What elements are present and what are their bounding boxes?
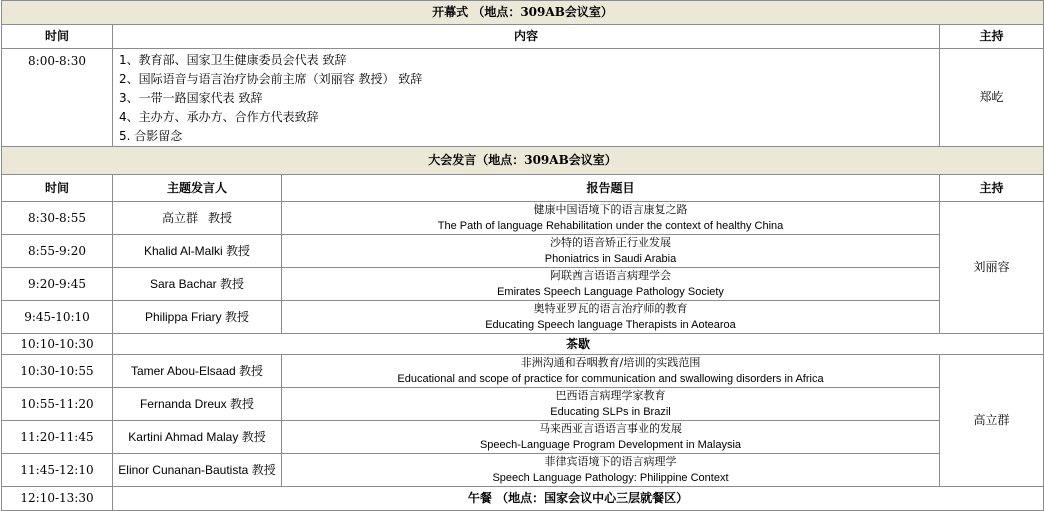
speaker-title: 教授 [239, 363, 264, 378]
session2-host: 高立群 [940, 355, 1044, 487]
topic-en: Emirates Speech Language Pathology Society [497, 286, 724, 298]
talk-speaker [113, 235, 282, 268]
plenary-column-headers [2, 175, 1044, 202]
opening-time-header: 时间 [2, 25, 113, 49]
table-row [2, 301, 1044, 334]
topic-zh: 健康中国语境下的语言康复之路 [533, 203, 688, 216]
opening-title: 开幕式 （地点：309AB会议室） [2, 1, 1044, 25]
lunch-label: 午餐 （地点：国家会议中心三层就餐区） [113, 487, 1044, 511]
opening-item: 3、一带一路国家代表 致辞 [119, 91, 263, 105]
speaker-title: 教授 [226, 243, 251, 258]
talk-time: 10:30-10:55 [2, 355, 113, 388]
topic-en: The Path of language Rehabilitation under the context of healthy China [437, 220, 784, 232]
topic-en: Educational and scope of practice for communication and swallowing disorders in Africa [397, 373, 824, 385]
lunch-row [2, 487, 1044, 511]
talk-topic [282, 301, 940, 334]
opening-item: 1、教育部、国家卫生健康委员会代表 致辞 [119, 53, 347, 67]
plenary-host-header: 主持 [940, 175, 1044, 202]
opening-host: 郑屹 [940, 49, 1044, 147]
table-row [2, 268, 1044, 301]
opening-item: 2、国际语音与语言治疗协会前主席（刘丽容 教授） 致辞 [119, 72, 423, 86]
talk-time: 11:45-12:10 [2, 454, 113, 487]
talk-speaker [113, 301, 282, 334]
speaker-name: Sara Bachar [149, 276, 217, 291]
speaker-name: Tamer Abou-Elsaad [130, 363, 236, 378]
talk-time: 11:20-11:45 [2, 421, 113, 454]
opening-content [113, 49, 940, 147]
topic-zh: 非洲沟通和吞咽教育/培训的实践范围 [520, 356, 701, 369]
schedule-table [1, 0, 1044, 511]
topic-en: Educating SLPs in Brazil [550, 406, 671, 418]
topic-zh: 奥特亚罗瓦的语言治疗师的教育 [533, 302, 688, 315]
table-row [2, 388, 1044, 421]
table-row [2, 355, 1044, 388]
opening-item: 5. 合影留念 [119, 129, 183, 143]
plenary-title: 大会发言（地点：309AB会议室） [2, 147, 1044, 175]
speaker-title: 教授 [230, 396, 255, 411]
talk-speaker [113, 355, 282, 388]
opening-content-header: 内容 [113, 25, 940, 49]
opening-column-headers [2, 25, 1044, 49]
lunch-time: 12:10-13:30 [2, 487, 113, 511]
speaker-name: Khalid Al-Malki [143, 243, 223, 258]
speaker-name: 高立群 [161, 210, 198, 225]
talk-speaker [113, 388, 282, 421]
plenary-topic-header: 报告题目 [282, 175, 940, 202]
speaker-name: Philippa Friary [144, 309, 222, 324]
topic-en: Speech Language Pathology: Philippine Context [492, 472, 729, 484]
talk-topic [282, 454, 940, 487]
talk-topic [282, 268, 940, 301]
plenary-time-header: 时间 [2, 175, 113, 202]
opening-time: 8:00-8:30 [2, 49, 113, 147]
tea-break-row [2, 334, 1044, 355]
tea-break-label: 茶歇 [113, 334, 1044, 355]
table-row [2, 421, 1044, 454]
topic-en: Phoniatrics in Saudi Arabia [544, 253, 677, 265]
speaker-title: 教授 [208, 210, 233, 225]
opening-section-header [2, 1, 1044, 25]
talk-time: 9:45-10:10 [2, 301, 113, 334]
talk-topic [282, 235, 940, 268]
speaker-title: 教授 [241, 429, 266, 444]
speaker-title: 教授 [251, 462, 276, 477]
topic-zh: 菲律宾语境下的语言病理学 [544, 455, 677, 468]
talk-speaker [113, 202, 282, 235]
talk-speaker [113, 454, 282, 487]
talk-speaker [113, 268, 282, 301]
talk-time: 9:20-9:45 [2, 268, 113, 301]
session1-host: 刘丽容 [940, 202, 1044, 334]
topic-zh: 马来西亚言语语言事业的发展 [539, 422, 682, 435]
talk-topic [282, 202, 940, 235]
speaker-name: Fernanda Dreux [139, 396, 227, 411]
table-row [2, 202, 1044, 235]
opening-host-header: 主持 [940, 25, 1044, 49]
speaker-title: 教授 [220, 276, 245, 291]
speaker-name: Kartini Ahmad Malay [128, 429, 239, 444]
topic-en: Speech-Language Program Development in Malaysia [479, 439, 742, 451]
plenary-section-header [2, 147, 1044, 175]
speaker-title: 教授 [225, 309, 250, 324]
opening-row [2, 49, 1044, 147]
topic-zh: 巴西语言病理学家教育 [555, 389, 666, 402]
talk-topic [282, 421, 940, 454]
plenary-speaker-header: 主题发言人 [113, 175, 282, 202]
table-row [2, 235, 1044, 268]
table-row [2, 454, 1044, 487]
talk-time: 8:30-8:55 [2, 202, 113, 235]
topic-zh: 沙特的语音矫正行业发展 [550, 236, 671, 249]
topic-en: Educating Speech language Therapists in Aotearoa [485, 319, 736, 331]
speaker-name: Elinor Cunanan-Bautista [118, 462, 249, 477]
talk-topic [282, 388, 940, 421]
opening-item: 4、主办方、承办方、合作方代表致辞 [119, 110, 319, 124]
tea-break-time: 10:10-10:30 [2, 334, 113, 355]
talk-time: 10:55-11:20 [2, 388, 113, 421]
topic-zh: 阿联酋言语语言病理学会 [550, 269, 671, 282]
talk-time: 8:55-9:20 [2, 235, 113, 268]
talk-topic [282, 355, 940, 388]
talk-speaker [113, 421, 282, 454]
